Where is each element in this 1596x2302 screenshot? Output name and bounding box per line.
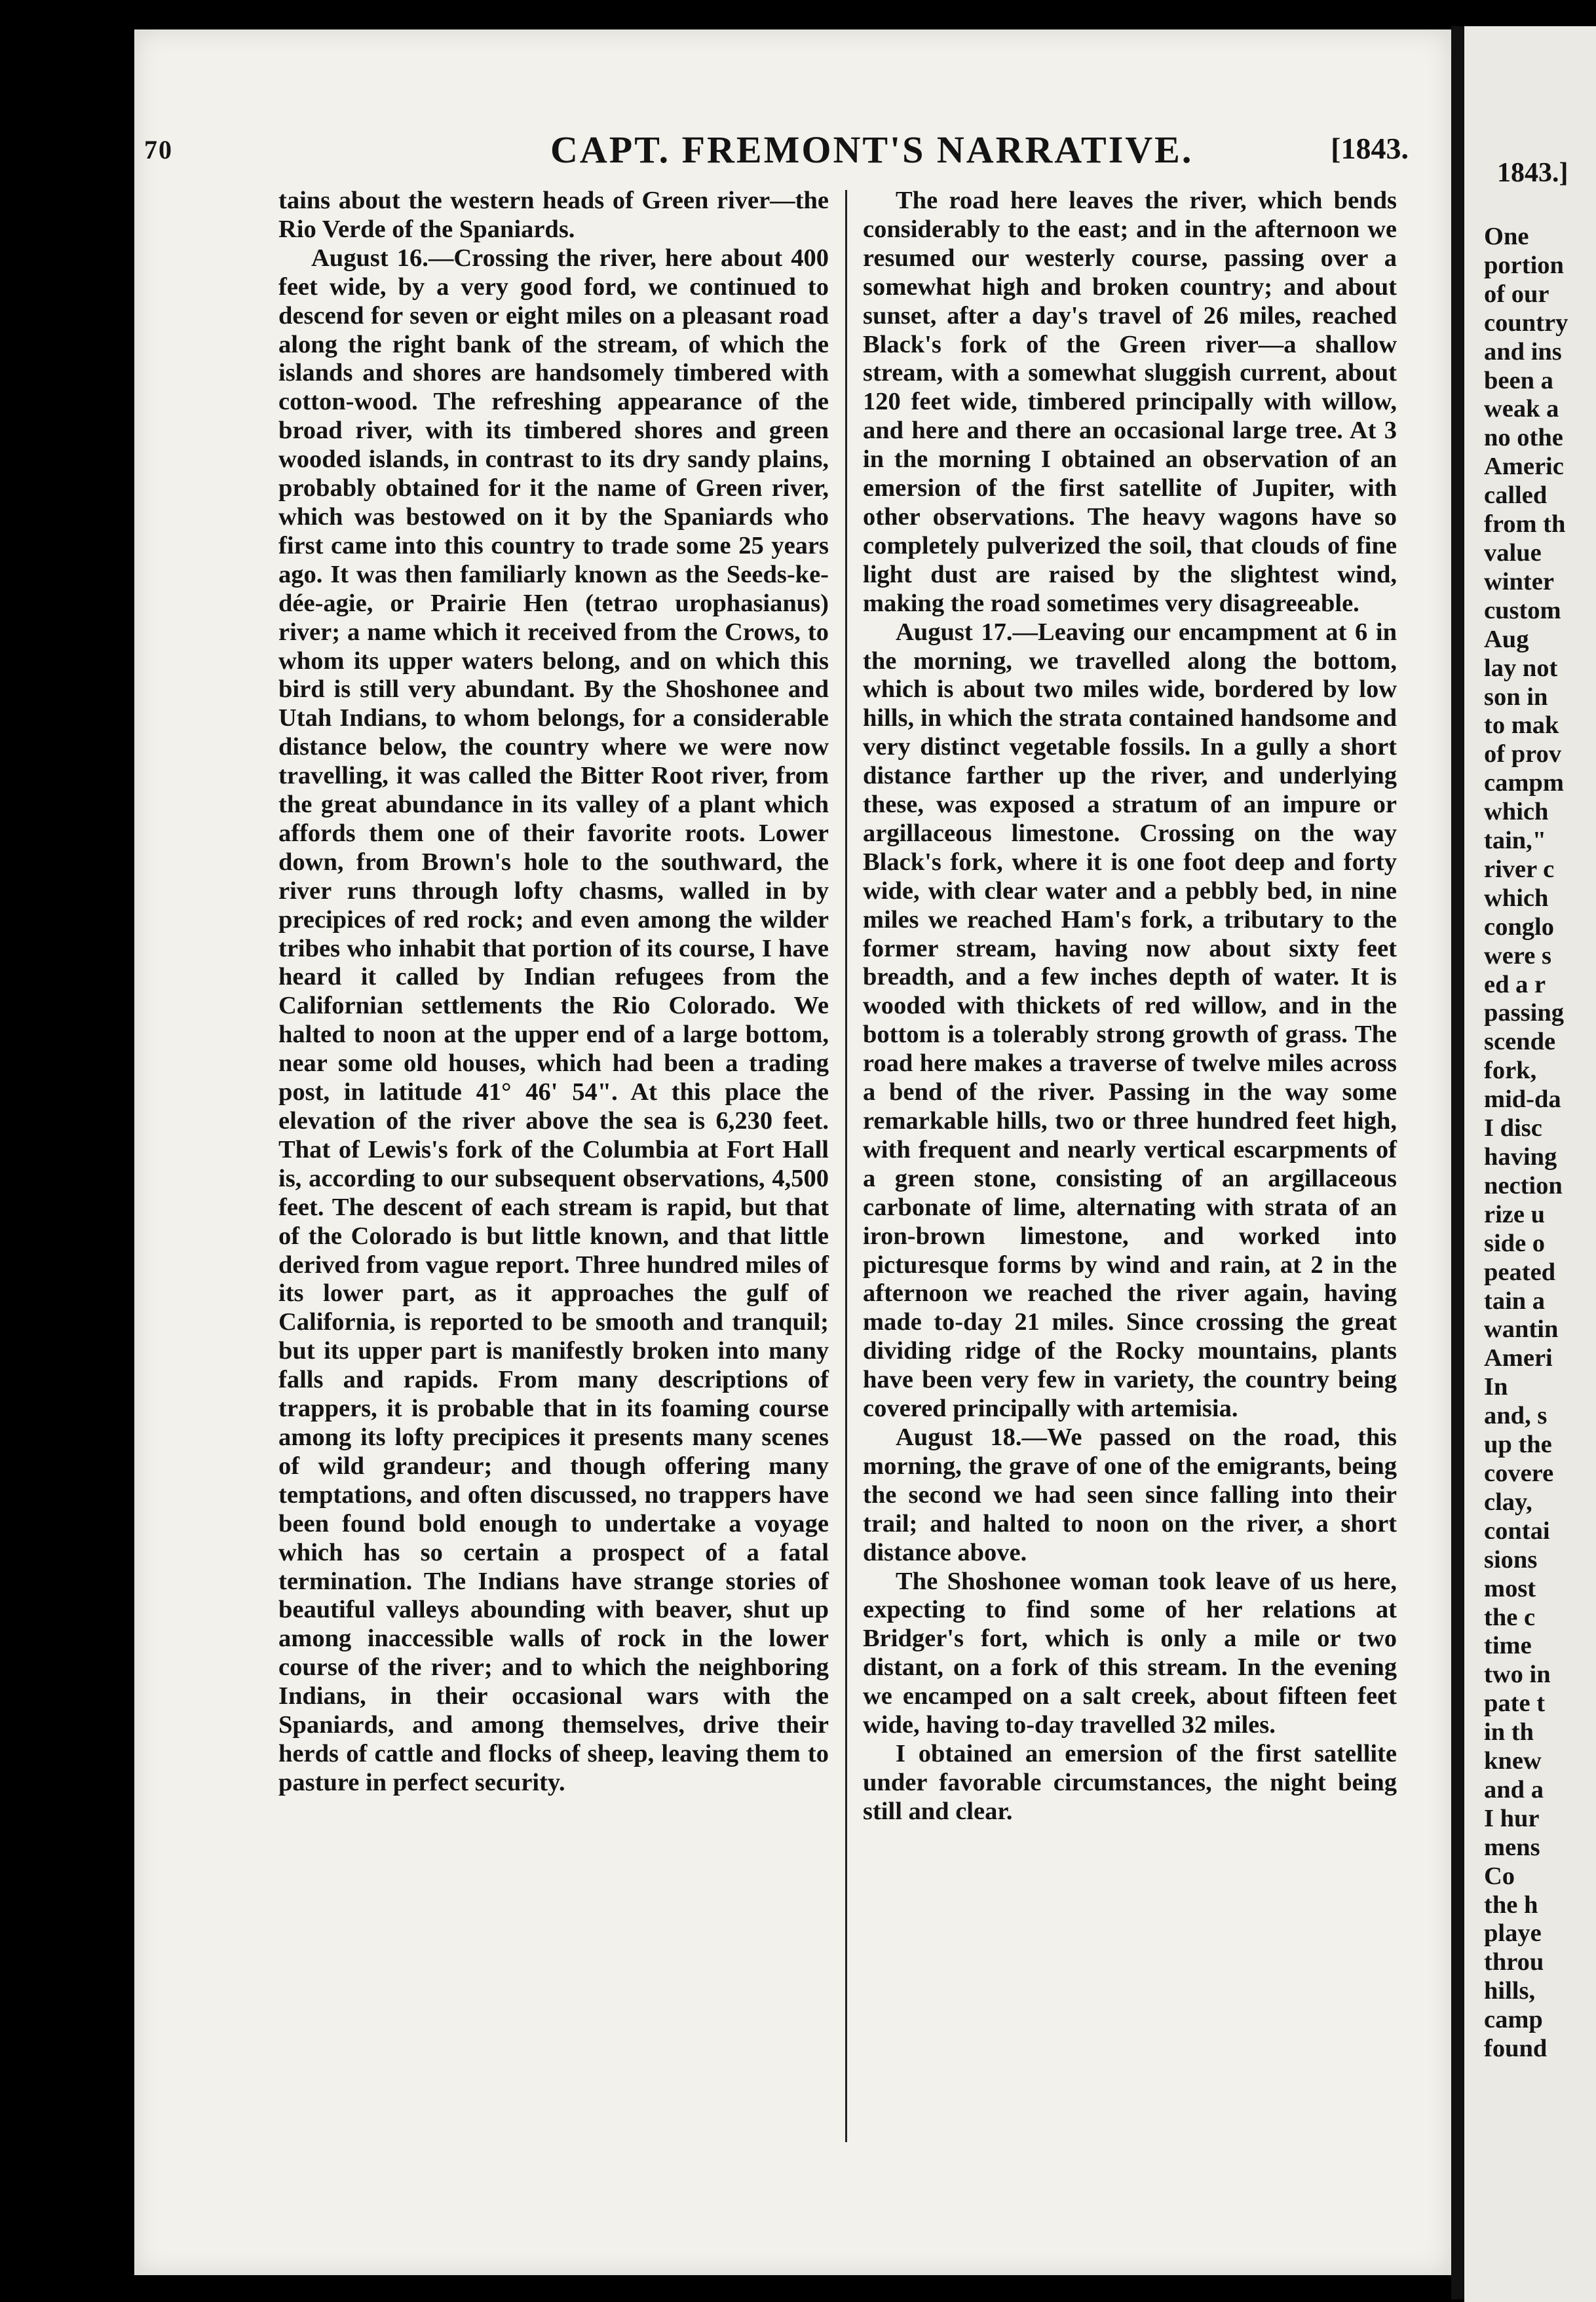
- facing-page-line: country: [1484, 309, 1568, 337]
- facing-page-line: wantin: [1484, 1315, 1559, 1344]
- facing-page-line: rize u: [1484, 1200, 1545, 1228]
- facing-page-line: pate t: [1484, 1689, 1546, 1718]
- left-column: [278, 187, 829, 1798]
- facing-page-line: value: [1484, 538, 1542, 567]
- facing-page-line: campm: [1484, 769, 1564, 797]
- facing-page-line: found: [1484, 2035, 1548, 2063]
- facing-page-line: weak a: [1484, 395, 1559, 423]
- facing-page-line: peated: [1484, 1258, 1556, 1286]
- facing-page-text: [1484, 223, 1596, 2064]
- facing-page: [1464, 26, 1596, 2302]
- facing-page-line: up the: [1484, 1431, 1552, 1459]
- facing-page-line: having: [1484, 1143, 1557, 1171]
- paragraph: August 18.—We passed on the road, this morning, the grave of one of the emigrants, being the second we had seen since falling into their trail; and halted to noon on the river, a short distance above.: [863, 1423, 1397, 1566]
- page-number: 70: [144, 135, 173, 164]
- facing-page-line: portion: [1484, 251, 1564, 279]
- facing-page-line: to mak: [1484, 711, 1559, 740]
- facing-page-line: most: [1484, 1574, 1536, 1602]
- facing-page-line: tain,": [1484, 827, 1547, 855]
- facing-page-line: Co: [1484, 1862, 1515, 1890]
- facing-page-line: covere: [1484, 1459, 1554, 1487]
- right-column: [863, 187, 1397, 1826]
- facing-page-line: of prov: [1484, 740, 1562, 768]
- facing-page-line: winter: [1484, 567, 1554, 595]
- facing-page-line: knew: [1484, 1747, 1542, 1775]
- paragraph: I obtained an emersion of the first satellite under favorable circumstances, the night being still and clear.: [863, 1739, 1397, 1825]
- facing-page-line: fork,: [1484, 1057, 1537, 1085]
- facing-page-line: hills,: [1484, 1977, 1536, 2005]
- facing-page-line: One: [1484, 223, 1529, 250]
- facing-page-line: conglo: [1484, 913, 1554, 941]
- facing-page-line: side o: [1484, 1229, 1546, 1257]
- facing-page-line: ed a r: [1484, 970, 1546, 998]
- facing-page-line: river c: [1484, 855, 1555, 883]
- facing-page-line: Americ: [1484, 453, 1564, 481]
- facing-page-line: which: [1484, 798, 1549, 826]
- facing-page-line: I hur: [1484, 1804, 1540, 1832]
- facing-page-line: contai: [1484, 1517, 1550, 1545]
- facing-page-line: called: [1484, 481, 1548, 510]
- book-gutter: [1451, 26, 1464, 2299]
- facing-page-line: which: [1484, 884, 1549, 912]
- facing-page-line: two in: [1484, 1661, 1551, 1689]
- facing-page-line: custom: [1484, 596, 1561, 624]
- facing-page-line: from th: [1484, 510, 1566, 538]
- paragraph: tains about the western heads of Green river—the Rio Verde of the Spaniards.: [278, 187, 829, 243]
- facing-page-line: and a: [1484, 1775, 1544, 1803]
- facing-page-line: playe: [1484, 1919, 1542, 1948]
- facing-page-line: scende: [1484, 1028, 1556, 1056]
- facing-page-line: clay,: [1484, 1488, 1532, 1516]
- facing-page-line: of our: [1484, 280, 1549, 308]
- facing-page-line: the c: [1484, 1603, 1536, 1631]
- facing-page-line: throu: [1484, 1948, 1544, 1976]
- column-divider: [845, 190, 847, 2142]
- paragraph: August 17.—Leaving our encampment at 6 in the morning, we travelled along the bottom, which is about two miles wide, bordered by low hills, in which the strata contained handsome and very distinct vegetable fossils. In a gully a short distance farther up the river, and underlying these, was exposed a stratum of an impure or argillaceous limestone. Crossing on the way Black's fork, where it is one foot deep and forty wide, with clear water and a pebbly bed, in nine miles we reached Ham's fork, a tributary to the former stream, having now about sixty feet breadth, and a few inches depth of water. It is wooded with thickets of red willow, and in the bottom is a tolerably strong growth of grass. The road here makes a traverse of twelve miles across a bend of the river. Passing in the way some remarkable hills, two or three hundred feet high, with frequent and nearly vertical escarpments of a green stone, consisting of an argillaceous carbonate of lime, alternating with strata of an iron-brown limestone, and worked into picturesque forms by wind and rain, at 2 in the afternoon we reached the river again, having made to-day 21 miles. Since crossing the great dividing ridge of the Rocky mountains, plants have been very few in variety, the country being covered principally with artemisia.: [863, 618, 1397, 1423]
- paragraph: The Shoshonee woman took leave of us here, expecting to find some of her relations at Bridger's fort, which is only a mile or two distant, on a fork of this stream. In the evening we encamped on a salt creek, about fifteen feet wide, having to-day travelled 32 miles.: [863, 1567, 1397, 1739]
- facing-page-line: were s: [1484, 941, 1551, 970]
- facing-page-line: the h: [1484, 1891, 1538, 1919]
- facing-page-line: no othe: [1484, 424, 1563, 452]
- facing-page-line: and ins: [1484, 337, 1562, 366]
- facing-page-line: lay not: [1484, 654, 1558, 682]
- facing-page-line: sions: [1484, 1545, 1538, 1574]
- facing-page-line: Aug: [1484, 625, 1529, 653]
- facing-page-line: in th: [1484, 1718, 1534, 1746]
- facing-page-line: been a: [1484, 366, 1553, 394]
- running-title: CAPT. FREMONT'S NARRATIVE.: [550, 128, 1194, 171]
- facing-page-line: time: [1484, 1632, 1532, 1660]
- facing-page-line: I disc: [1484, 1114, 1542, 1142]
- facing-page-line: tain a: [1484, 1287, 1546, 1315]
- facing-page-line: and, s: [1484, 1402, 1548, 1430]
- page-header: [144, 121, 1409, 174]
- paragraph: The road here leaves the river, which bends considerably to the east; and in the afternoon we resumed our westerly course, passing over a somewhat high and broken country; and about sunset, after a day's travel of 26 miles, reached Black's fork of the Green river—a shallow stream, with a somewhat sluggish current, about 120 feet wide, timbered principally with willow, and here and there an occasional large tree. At 3 in the morning I obtained an observation of an emersion of the first satellite of Jupiter, with other observations. The heavy wagons have so completely pulverized the soil, that clouds of fine light dust are raised by the slightest wind, making the road sometimes very disagreeable.: [863, 187, 1397, 617]
- facing-page-line: In: [1484, 1373, 1508, 1401]
- facing-page-line: nection: [1484, 1171, 1563, 1199]
- facing-page-header: 1843.]: [1497, 158, 1568, 188]
- facing-page-line: mid-da: [1484, 1085, 1561, 1114]
- paragraph: August 16.—Crossing the river, here about 400 feet wide, by a very good ford, we continued to descend for seven or eight miles on a pleasant road along the right bank of the stream, of which the islands and shores are handsomely timbered with cotton-wood. The refreshing appearance of the broad river, with its timbered shores and green wooded islands, in contrast to its dry sandy plains, probably obtained for it the name of Green river, which was bestowed on it by the Spaniards who first came into this country to trade some 25 years ago. It was then familiarly known as the Seeds-ke-dée-agie, or Prairie Hen (tetrao urophasianus) river; a name which it received from the Crows, to whom its upper waters belong, and on which this bird is still very abundant. By the Shoshonee and Utah Indians, to whom belongs, for a considerable distance below, the country where we were now travelling, it was called the Bitter Root river, from the great abundance in its valley of a plant which affords them one of their favorite roots. Lower down, from Brown's hole to the southward, the river runs through lofty chasms, walled in by precipices of red rock; and even among the wilder tribes who inhabit that portion of its course, I have heard it called by Indian refugees from the Californian settlements the Rio Colorado. We halted to noon at the upper end of a large bottom, near some old houses, which had been a trading post, in latitude 41° 46' 54". At this place the elevation of the river above the sea is 6,230 feet. That of Lewis's fork of the Columbia at Fort Hall is, according to our subsequent observations, 4,500 feet. The descent of each stream is rapid, but that of the Colorado is but little known, and that little derived from vague report. Three hundred miles of its lower part, as it approaches the gulf of California, is reported to be smooth and tranquil; but its upper part is manifestly broken into many falls and rapids. From many descriptions of trappers, it is probable that in its foaming course among its lofty precipices it presents many scenes of wild grandeur; and though offering many temptations, and often discussed, no trappers have been found bold enough to undertake a voyage which has so certain a prospect of a fatal termination. The Indians have strange stories of beautiful valleys abounding with beaver, shut up among inaccessible walls of rock in the lower course of the river; and to which the neighboring Indians, in their occasional wars with the Spaniards, and among themselves, drive their herds of cattle and flocks of sheep, leaving them to pasture in perfect security.: [278, 244, 829, 1796]
- facing-page-line: camp: [1484, 2006, 1543, 2034]
- header-date: [1843.: [1331, 132, 1409, 165]
- facing-page-line: son in: [1484, 683, 1548, 711]
- facing-page-line: passing: [1484, 999, 1564, 1027]
- facing-page-line: Ameri: [1484, 1344, 1553, 1372]
- facing-page-line: mens: [1484, 1833, 1540, 1861]
